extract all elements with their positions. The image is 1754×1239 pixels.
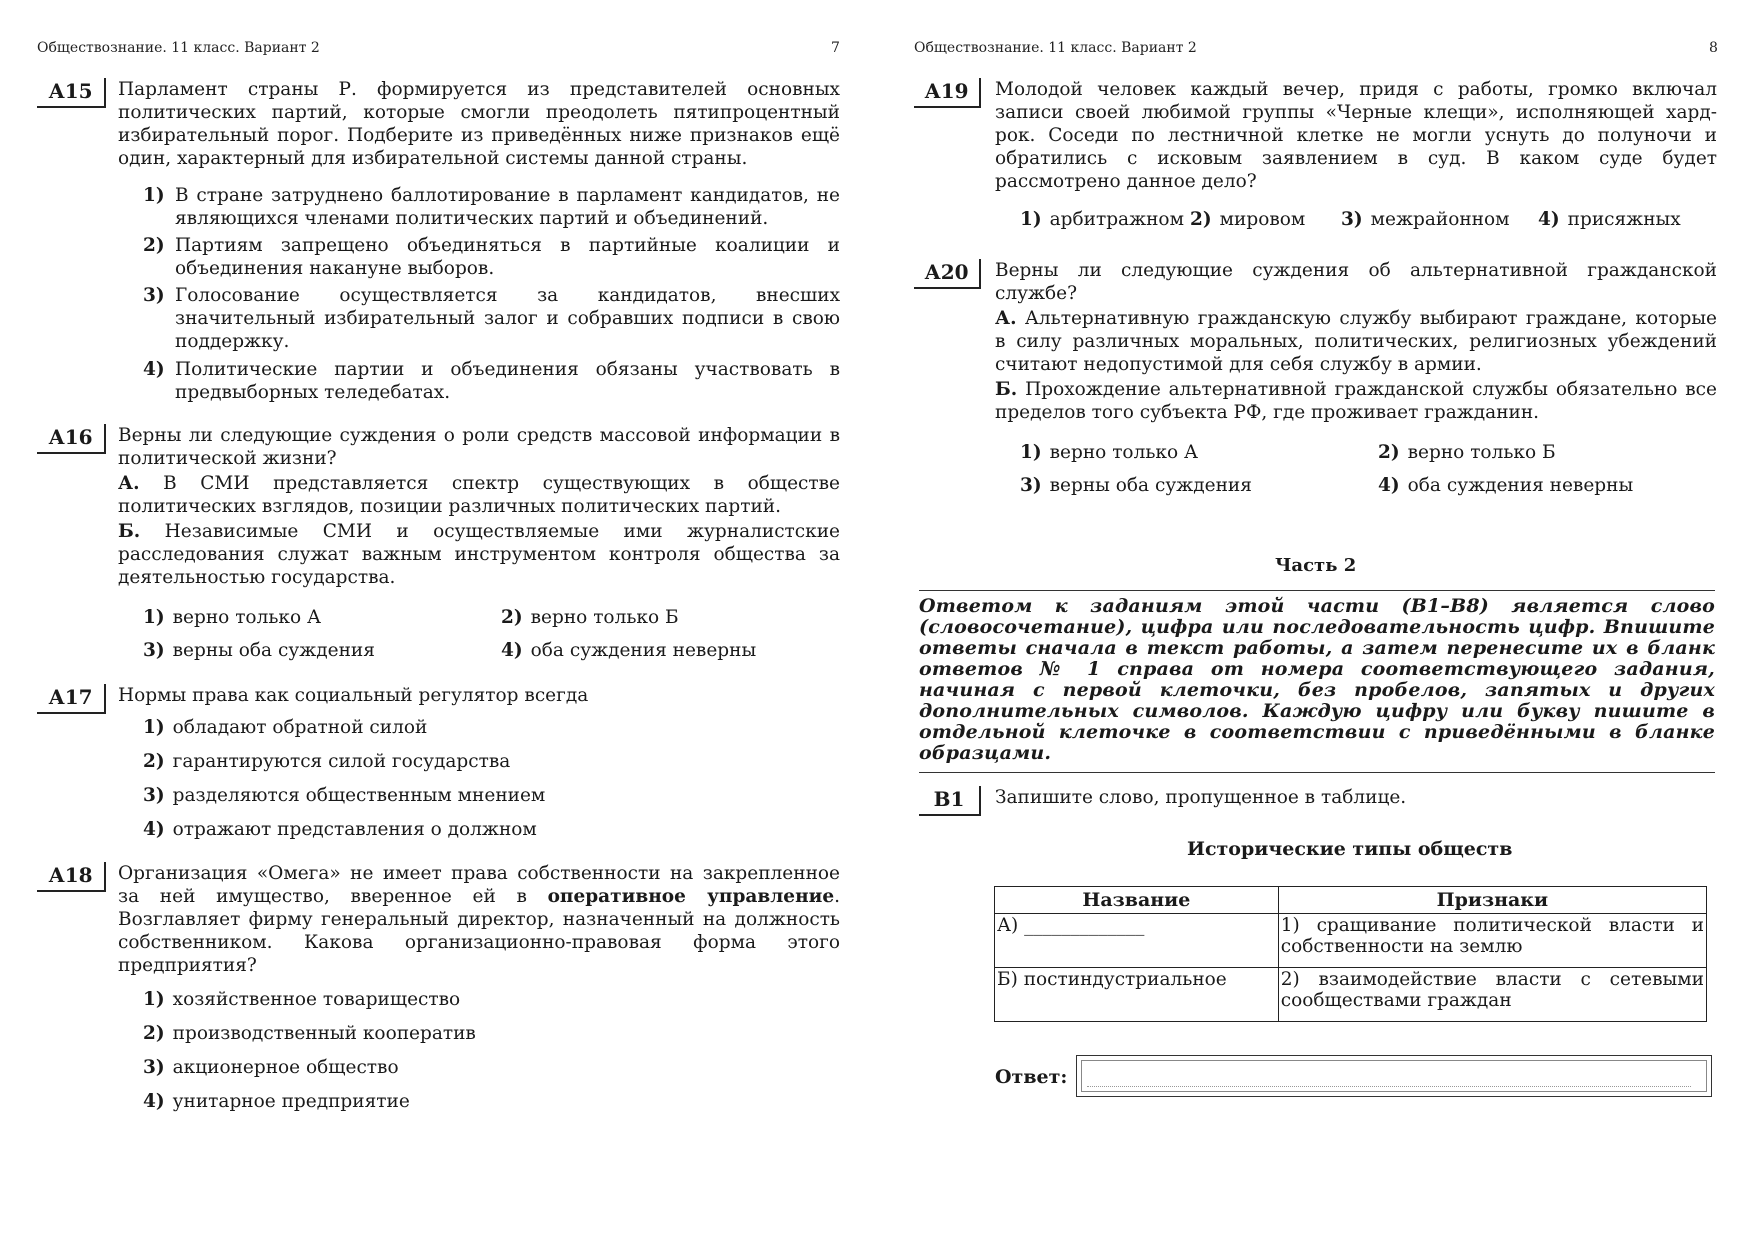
statement-a bbox=[118, 472, 840, 518]
option-1[interactable] bbox=[1020, 208, 1184, 231]
question-label: А20 bbox=[914, 259, 981, 289]
option-number: 1) bbox=[143, 989, 165, 1010]
name-cell: Б) постиндустриальное bbox=[995, 968, 1279, 1022]
option-2[interactable] bbox=[501, 606, 679, 629]
option-text: верно только Б bbox=[530, 607, 679, 628]
option-number: 2) bbox=[1378, 442, 1400, 463]
statement-key: А. bbox=[995, 308, 1017, 329]
question-stem: Парламент страны Р. формируется из представителей основных политических партий, которые смогли преодолеть пятипроцентный избирательный порог. Подберите из приведённых ниже признаков ещё один, характерный для избирательной системы данной страны. bbox=[118, 79, 840, 169]
option-text: Партиям запрещено объединяться в партийные коалиции и объединения накануне выборов. bbox=[175, 235, 840, 279]
question-stem bbox=[118, 862, 840, 977]
divider bbox=[919, 772, 1715, 773]
question-label: В1 bbox=[919, 786, 981, 816]
option-2[interactable] bbox=[1378, 441, 1556, 464]
option-number: 2) bbox=[143, 1023, 165, 1044]
option-4[interactable] bbox=[143, 1090, 410, 1113]
option-number: 4) bbox=[143, 1091, 165, 1112]
page-number: 8 bbox=[1709, 40, 1718, 56]
option-number: 3) bbox=[1341, 209, 1363, 230]
statement-a bbox=[995, 307, 1717, 376]
answer-field[interactable] bbox=[1076, 1055, 1712, 1097]
option-text: производственный кооператив bbox=[172, 1023, 476, 1044]
option-3[interactable] bbox=[143, 639, 375, 662]
option-number: 1) bbox=[143, 607, 165, 628]
table-header-row bbox=[995, 887, 1707, 914]
answer-line bbox=[1087, 1086, 1691, 1087]
societies-table bbox=[994, 886, 1707, 1022]
page-header: Обществознание. 11 класс. Вариант 2 bbox=[37, 40, 320, 56]
option-number: 4) bbox=[1538, 209, 1560, 230]
option-text: верно только Б bbox=[1407, 442, 1556, 463]
option-number: 3) bbox=[143, 640, 165, 661]
statement-b bbox=[995, 378, 1717, 424]
option-1[interactable] bbox=[143, 184, 840, 230]
option-number: 4) bbox=[501, 640, 523, 661]
table-title: Исторические типы обществ bbox=[1187, 838, 1513, 860]
option-number: 3) bbox=[143, 285, 165, 306]
option-number: 1) bbox=[143, 185, 165, 206]
option-text: верны оба суждения bbox=[1049, 475, 1252, 496]
stem-text: . Возглавляет фирму генеральный директор, назначенный на должность собственником. Какова организационно-правовая форма этого предприятия? bbox=[118, 886, 840, 976]
option-number: 1) bbox=[1020, 209, 1042, 230]
option-3[interactable] bbox=[143, 784, 545, 807]
question-label: А16 bbox=[37, 424, 106, 454]
question-stem: Нормы права как социальный регулятор всегда bbox=[118, 685, 589, 706]
question-stem: Запишите слово, пропущенное в таблице. bbox=[995, 787, 1407, 808]
option-2[interactable] bbox=[1190, 208, 1305, 231]
option-4[interactable] bbox=[1378, 474, 1633, 497]
option-number: 2) bbox=[143, 235, 165, 256]
option-4[interactable] bbox=[1538, 208, 1681, 231]
option-1[interactable] bbox=[1020, 441, 1198, 464]
option-number: 4) bbox=[143, 359, 165, 380]
option-1[interactable] bbox=[143, 606, 321, 629]
option-text: оба суждения неверны bbox=[1407, 475, 1634, 496]
option-text: мировом bbox=[1219, 209, 1306, 230]
option-text: арбитражном bbox=[1049, 209, 1184, 230]
option-text: отражают представления о должном bbox=[172, 819, 537, 840]
option-text: акционерное общество bbox=[172, 1057, 399, 1078]
option-text: верно только А bbox=[1049, 442, 1198, 463]
statement-text: В СМИ представляется спектр существующих в обществе политических взглядов, позиции различных политических партий. bbox=[118, 473, 840, 517]
option-3[interactable] bbox=[1020, 474, 1252, 497]
option-text: верно только А bbox=[172, 607, 321, 628]
name-cell: А) _____________ bbox=[995, 914, 1279, 968]
option-text: Политические партии и объединения обязаны участвовать в предвыборных теледебатах. bbox=[175, 359, 840, 403]
question-label: А18 bbox=[37, 862, 106, 892]
option-number: 3) bbox=[1020, 475, 1042, 496]
answer-field-inner bbox=[1081, 1060, 1707, 1092]
option-4[interactable] bbox=[143, 818, 537, 841]
feature-cell: 2) взаимодействие власти с сетевыми сообществами граждан bbox=[1278, 968, 1706, 1022]
question-stem: Верны ли следующие суждения о роли средств массовой информации в политической жизни? bbox=[118, 425, 840, 469]
option-2[interactable] bbox=[143, 234, 840, 280]
statement-key: Б. bbox=[995, 379, 1018, 400]
question-label: А17 bbox=[37, 684, 106, 714]
question-label: А19 bbox=[914, 78, 981, 108]
option-text: унитарное предприятие bbox=[172, 1091, 410, 1112]
option-text: Голосование осуществляется за кандидатов, внесших значительный избирательный залог и собравших подписи в свою поддержку. bbox=[175, 285, 840, 352]
stem-text: Организация «Омега» не имеет права собственности на закрепленное за ней имущество, вверенное ей в bbox=[118, 863, 840, 907]
option-text: В стране затруднено баллотирование в парламент кандидатов, не являющихся членами политических партий и объединений. bbox=[175, 185, 840, 229]
table-row bbox=[995, 914, 1707, 968]
option-text: межрайонном bbox=[1370, 209, 1510, 230]
option-number: 2) bbox=[1190, 209, 1212, 230]
option-2[interactable] bbox=[143, 750, 510, 773]
option-number: 4) bbox=[1378, 475, 1400, 496]
option-2[interactable] bbox=[143, 1022, 476, 1045]
part2-title: Часть 2 bbox=[1275, 555, 1357, 576]
table-row bbox=[995, 968, 1707, 1022]
option-number: 4) bbox=[143, 819, 165, 840]
statement-key: Б. bbox=[118, 521, 141, 542]
question-label: А15 bbox=[37, 78, 106, 108]
question-stem: Верны ли следующие суждения об альтернативной гражданской службе? bbox=[995, 260, 1717, 304]
option-1[interactable] bbox=[143, 988, 460, 1011]
option-3[interactable] bbox=[1341, 208, 1510, 231]
option-number: 2) bbox=[501, 607, 523, 628]
statement-text: Независимые СМИ и осуществляемые ими журналистские расследования служат важным инструментом контроля общества за деятельностью государства. bbox=[118, 521, 840, 588]
option-4[interactable] bbox=[143, 358, 840, 404]
option-number: 3) bbox=[143, 1057, 165, 1078]
option-text: оба суждения неверны bbox=[530, 640, 757, 661]
option-text: хозяйственное товарищество bbox=[172, 989, 461, 1010]
option-number: 2) bbox=[143, 751, 165, 772]
option-4[interactable] bbox=[501, 639, 756, 662]
option-text: обладают обратной силой bbox=[172, 717, 428, 738]
page-header: Обществознание. 11 класс. Вариант 2 bbox=[914, 40, 1197, 56]
option-3[interactable] bbox=[143, 1056, 399, 1079]
column-header: Признаки bbox=[1278, 887, 1706, 914]
option-number: 3) bbox=[143, 785, 165, 806]
option-text: присяжных bbox=[1567, 209, 1681, 230]
option-text: разделяются общественным мнением bbox=[172, 785, 546, 806]
stem-emphasis: оперативное управление bbox=[547, 886, 835, 907]
option-3[interactable] bbox=[143, 284, 840, 353]
feature-cell: 1) сращивание политической власти и собственности на землю bbox=[1278, 914, 1706, 968]
statement-text: Прохождение альтернативной гражданской службы обязательно все пределов того субъекта РФ, где проживает гражданин. bbox=[995, 379, 1717, 423]
statement-b bbox=[118, 520, 840, 589]
divider bbox=[919, 590, 1715, 591]
page-number: 7 bbox=[831, 40, 840, 56]
answer-label: Ответ: bbox=[995, 1066, 1068, 1088]
option-1[interactable] bbox=[143, 716, 427, 739]
question-stem: Молодой человек каждый вечер, придя с работы, громко включал записи своей любимой группы «Черные клещи», исполняющей хард-рок. Соседи по лестничной клетке не могли уснуть до полуночи и обратились с исковым заявлением в суд. В каком суде будет рассмотрено данное дело? bbox=[995, 79, 1717, 192]
option-number: 1) bbox=[1020, 442, 1042, 463]
option-text: гарантируются силой государства bbox=[172, 751, 511, 772]
statement-text: Альтернативную гражданскую службу выбирают граждане, которые в силу различных моральных, политических, религиозных убеждений считают недопустимой для себя службу в армии. bbox=[995, 308, 1717, 375]
column-header: Название bbox=[995, 887, 1279, 914]
right-page bbox=[877, 0, 1754, 1239]
part2-instructions: Ответом к заданиям этой части (В1–В8) является слово (словосочетание), цифра или последовательность цифр. Впишите ответы сначала в текст работы, а затем перенесите их в бланк ответов № 1 справа от номера соответствующего задания, начиная с первой клеточки, без пробелов, запятых и других дополнительных символов. Каждую цифру или букву пишите в отдельной клеточке в соответствии с приведёнными в бланке образцами. bbox=[919, 595, 1715, 764]
statement-key: А. bbox=[118, 473, 140, 494]
option-text: верны оба суждения bbox=[172, 640, 375, 661]
option-number: 1) bbox=[143, 717, 165, 738]
